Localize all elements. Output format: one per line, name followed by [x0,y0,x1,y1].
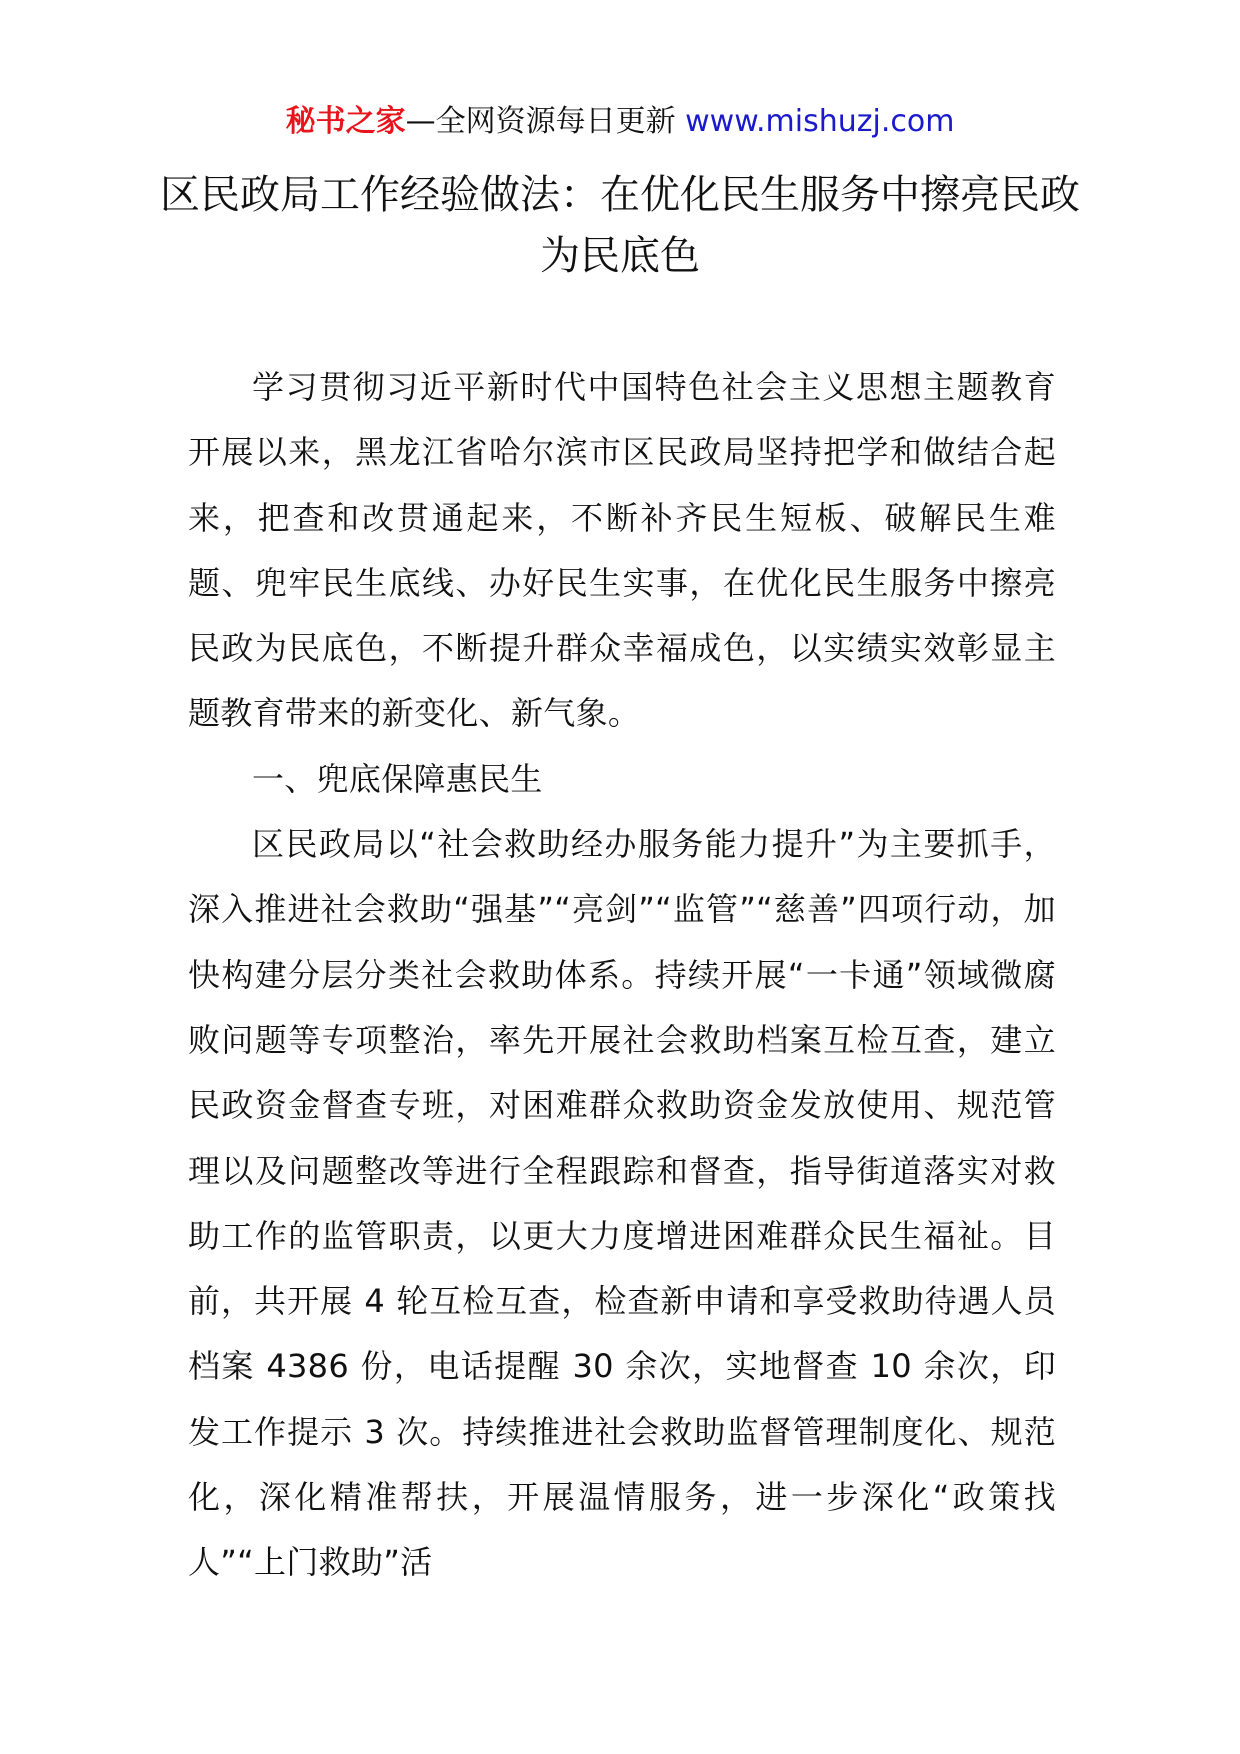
body-paragraph: 区民政局以“社会救助经办服务能力提升”为主要抓手，深入推进社会救助“强基”“亮剑”“监管”“慈善”四项行动，加快构建分层分类社会救助体系。持续开展“一卡通”领域微腐败问题等专项整治，率先开展社会救助档案互检互查，建立民政资金督查专班，对困难群众救助资金发放使用、规范管理以及问题整改等进行全程跟踪和督查，指导街道落实对救助工作的监管职责，以更大力度增进困难群众民生福祉。目前，共开展 4 轮互检互查，检查新申请和享受救助待遇人员档案 4386 份，电话提醒 30 余次，实地督查 10 余次，印发工作提示 3 次。持续推进社会救助监督管理制度化、规范化，深化精准帮扶，开展温情服务，进一步深化“政策找人”“上门救助”活 [188,825,1056,1582]
header-tagline: —全网资源每日更新 [405,104,676,139]
document-title: 区民政局工作经验做法：在优化民生服务中擦亮民政为民底色 [160,172,1080,279]
site-url-link[interactable]: www.mishuzj.com [685,104,955,139]
intro-paragraph: 学习贯彻习近平新时代中国特色社会主义思想主题教育开展以来，黑龙江省哈尔滨市区民政局坚持把学和做结合起来，把查和改贯通起来，不断补齐民生短板、破解民生难题、兜牢民生底线、办好民生实事，在优化民生服务中擦亮民政为民底色，不断提升群众幸福成色，以实绩实效彰显主题教育带来的新变化、新气象。 [188,368,1056,733]
site-header [0,100,1240,144]
section-heading: 一、兜底保障惠民生 [252,759,543,798]
brand-name: 秘书之家 [285,104,406,139]
document-body [188,355,1056,1596]
